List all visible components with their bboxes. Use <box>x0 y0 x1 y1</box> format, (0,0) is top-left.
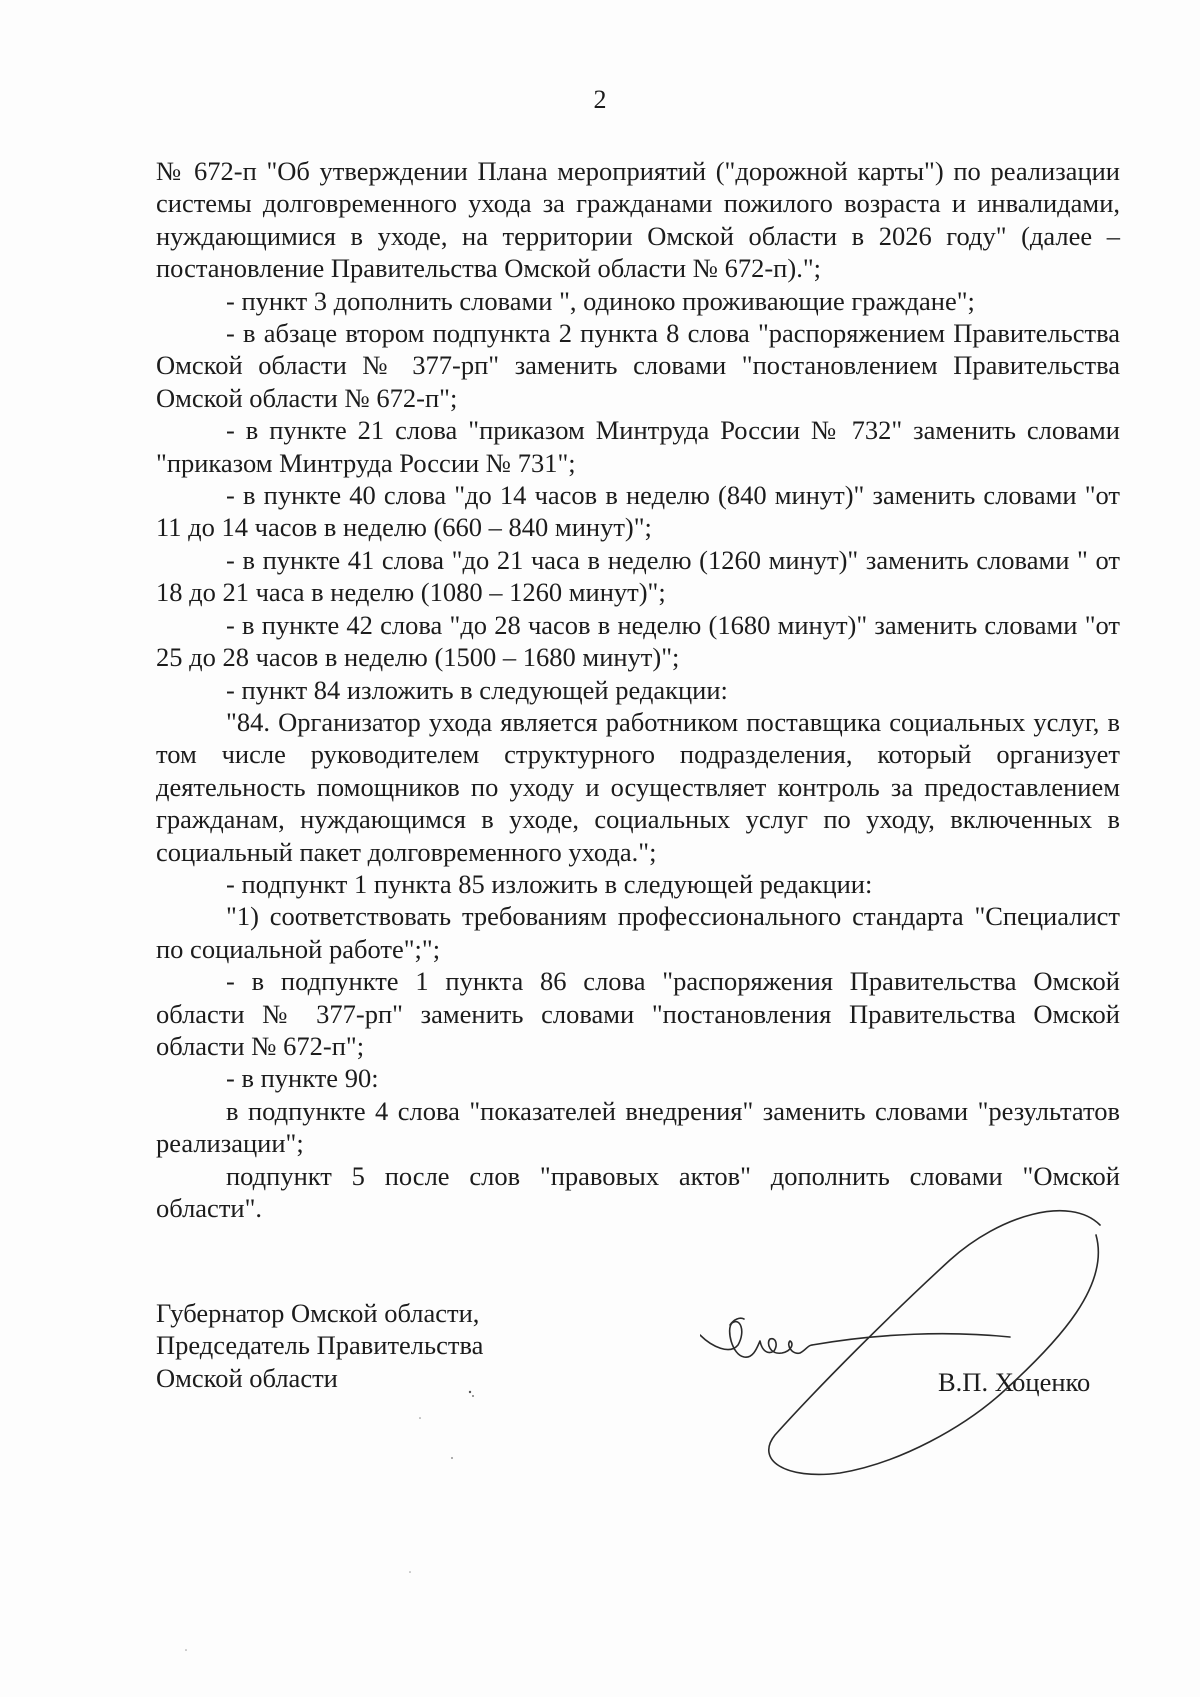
signatory-title-line: Губернатор Омской области, <box>156 1298 480 1328</box>
signatory-title-line: Председатель Правительства <box>156 1330 484 1361</box>
signer-name: В.П. Хоценко <box>938 1367 1091 1397</box>
paragraph-item-84-intro: - пункт 84 изложить в следующей редакции: <box>226 674 728 705</box>
paragraph-item-40: - в пункте 40 слова "до 14 часов в неделю (840 минут)" заменить словами "от 11 до 14 часов в неделю (660 – 840 минут)"; <box>156 480 1120 543</box>
paragraph-item-90-sub-4: в подпункте 4 слова "показателей внедрения" заменить словами "результатов реализации"; <box>156 1095 1120 1159</box>
paragraph-item-90-sub-5: подпункт 5 после слов "правовых актов" дополнить словами "Омской области". <box>156 1160 1120 1223</box>
paragraph-item-86: - в подпункте 1 пункта 86 слова "распоряжения Правительства Омской области № 377-рп" заменить словами "постановления Правительства Омской области № 672-п"; <box>156 966 1120 1061</box>
paragraph-item-85-intro: - подпункт 1 пункта 85 изложить в следующей редакции: <box>226 868 873 899</box>
paragraph-item-8: - в абзаце втором подпункта 2 пункта 8 слова "распоряжением Правительства Омской области № 377-рп" заменить словами "постановлением Правительства Омской области № 672-п"; <box>156 318 1120 413</box>
signatory-title-line: Омской области <box>156 1362 338 1393</box>
paragraph-item-85-text: "1) соответствовать требованиям профессионального стандарта "Специалист по социальной работе";"; <box>156 901 1120 964</box>
paragraph-item-84-text: "84. Организатор ухода является работником поставщика социальных услуг, в том числе руководителем структурного подразделения, который организует деятельность помощников по уходу и осуществляет контроль за предоставлением гражданам, нуждающимся в уходе, социальных услуг по уходу, включенных в социальный пакет долговременного ухода."; <box>156 706 1120 867</box>
signatory-block <box>156 1297 483 1394</box>
paragraph-item-21: - в пункте 21 слова "приказом Минтруда России № 732" заменить словами "приказом Минтруда России № 731"; <box>156 415 1120 478</box>
paragraph-item-42: - в пункте 42 слова "до 28 часов в неделю (1680 минут)" заменить словами "от 25 до 28 часов в неделю (1500 – 1680 минут)"; <box>156 609 1120 673</box>
paragraph-continuation: № 672-п "Об утверждении Плана мероприятий ("дорожной карты") по реализации системы долговременного ухода за гражданами пожилого возраста и инвалидами, нуждающимися в уходе, на территории Омской области в 2026 году" (далее – постановление Правительства Омской области № 672-п)."; <box>156 156 1120 284</box>
paragraph-item-90-intro: - в пункте 90: <box>226 1063 379 1094</box>
handwritten-signature-icon <box>700 1205 1110 1480</box>
page-number: 2 <box>593 85 607 114</box>
paragraph-item-3: - пункт 3 дополнить словами ", одиноко проживающие граждане"; <box>226 285 975 316</box>
document-body <box>156 155 1120 1224</box>
paragraph-item-41: - в пункте 41 слова "до 21 часа в неделю (1260 минут)" заменить словами " от 18 до 21 часа в неделю (1080 – 1260 минут)"; <box>156 544 1120 608</box>
